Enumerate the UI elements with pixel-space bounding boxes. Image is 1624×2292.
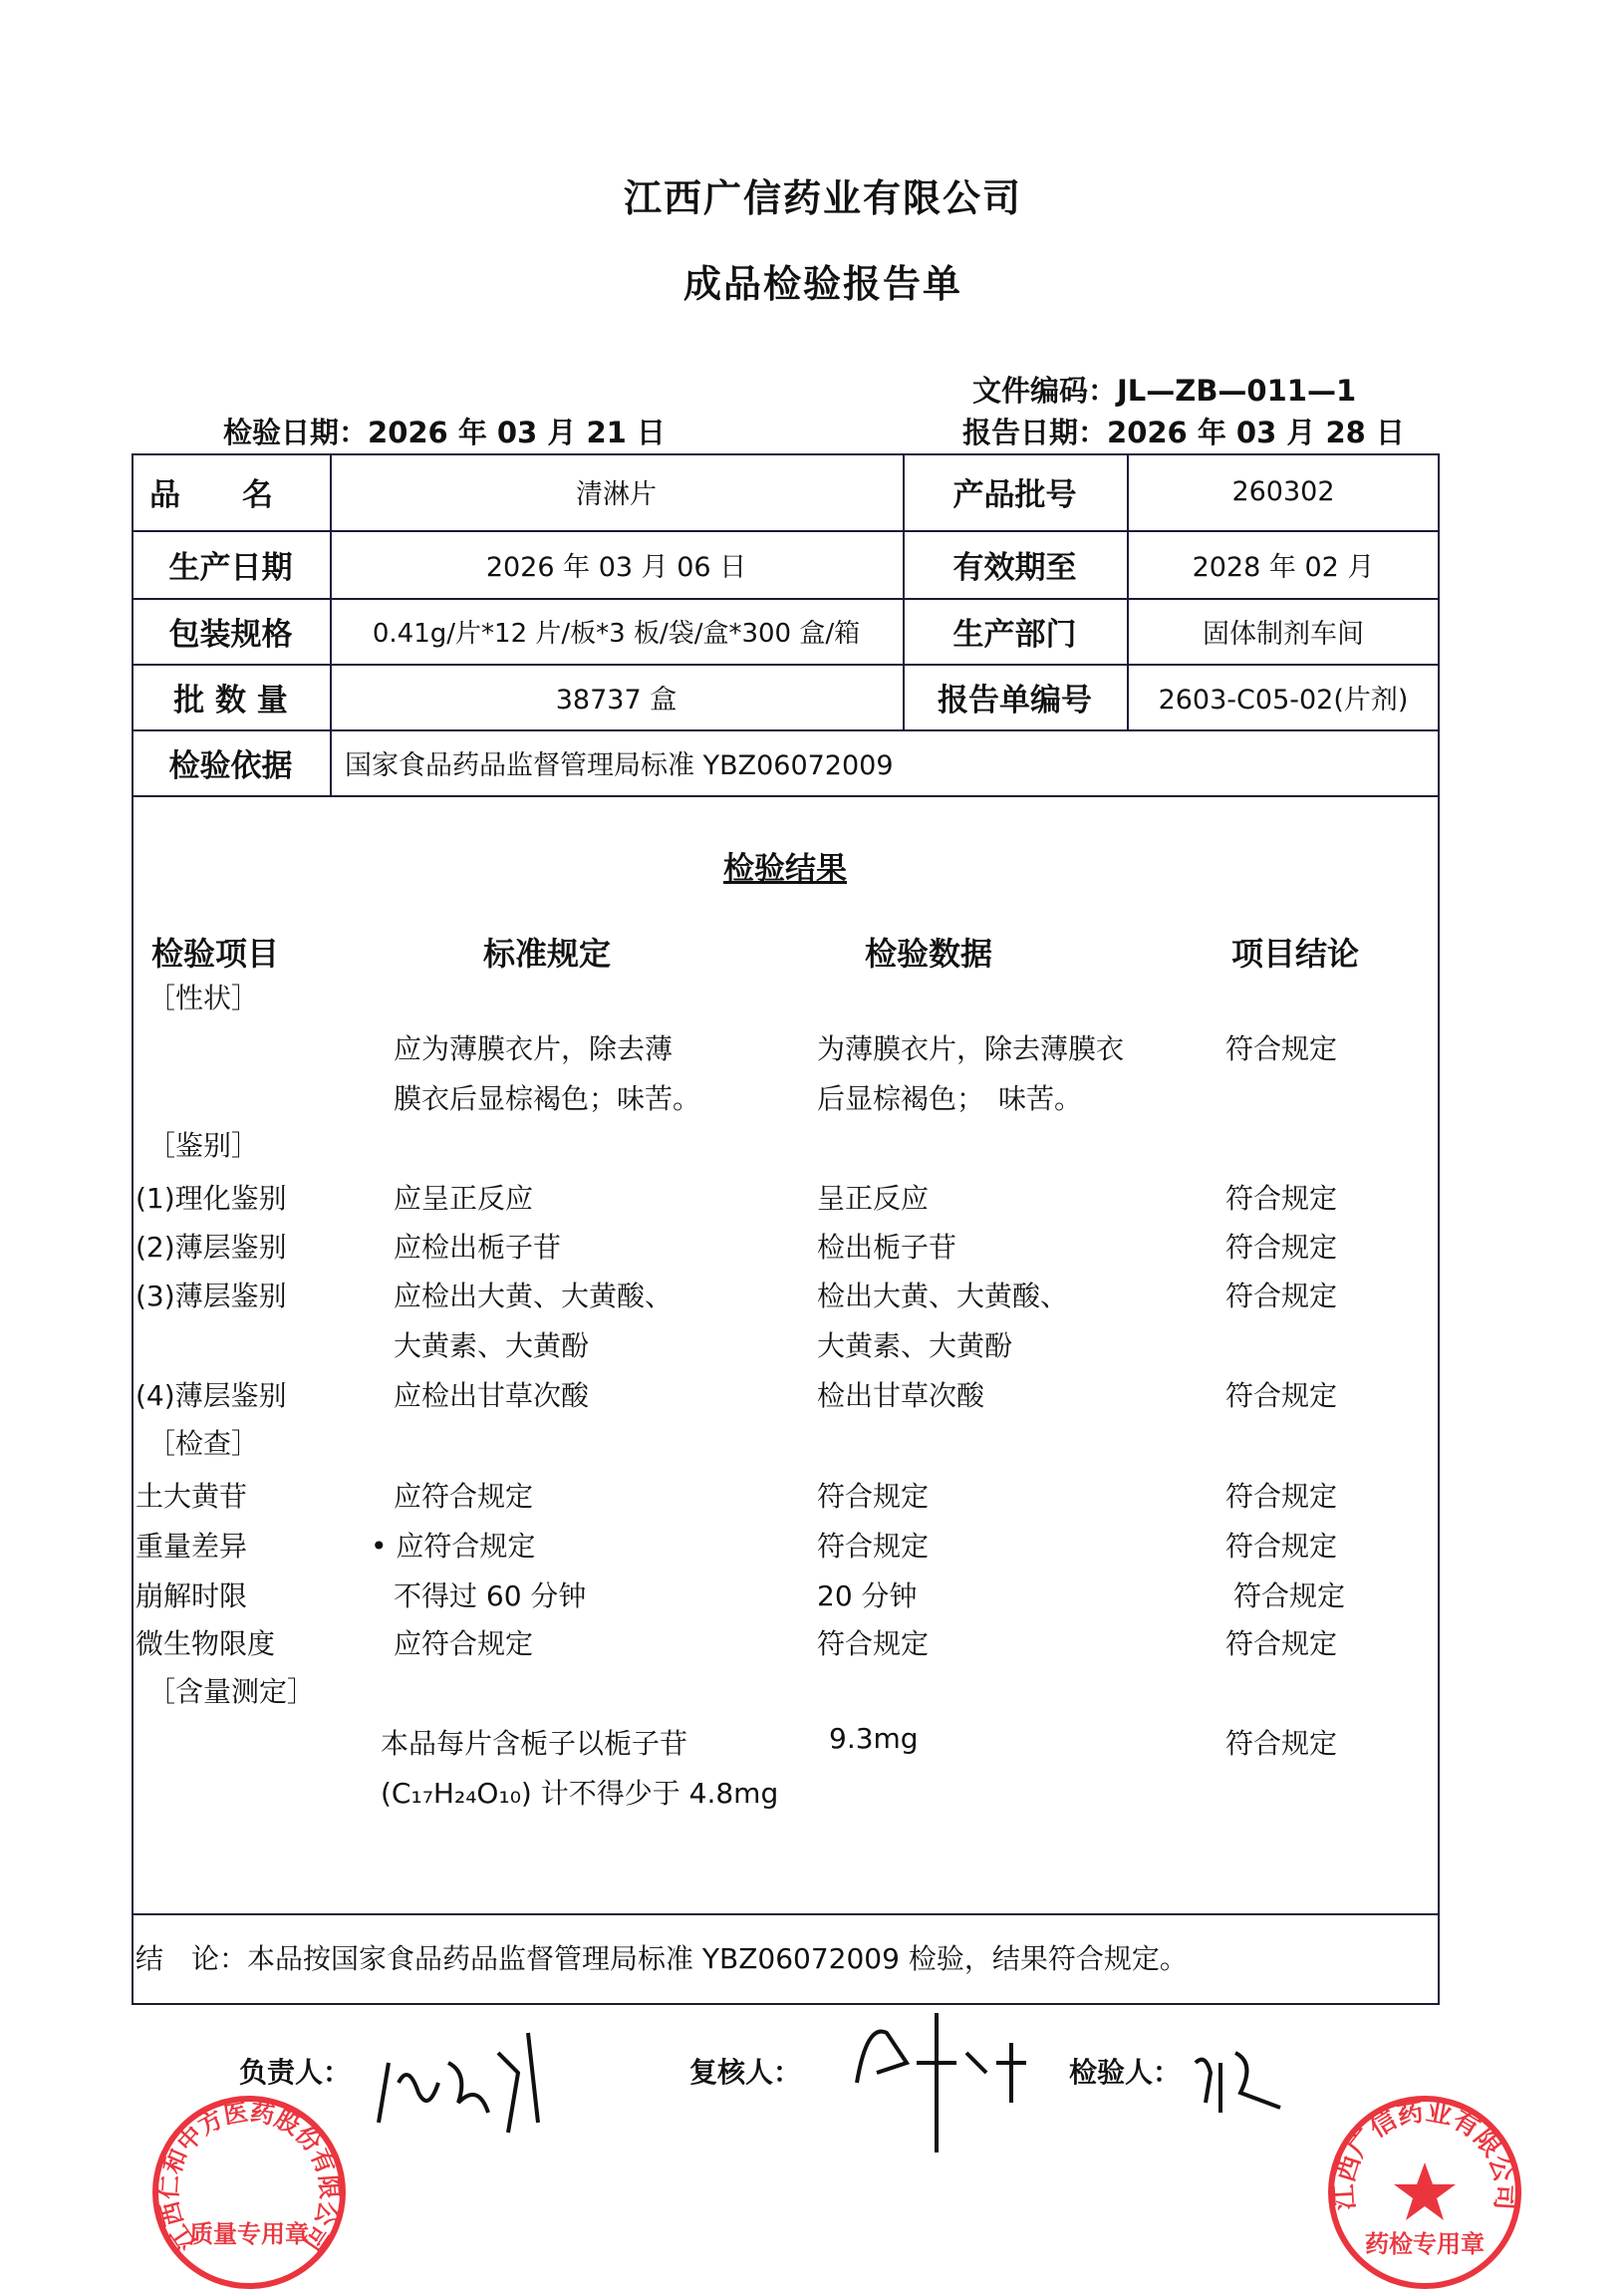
row-standard: 本品每片含栀子以栀子苷 (381, 1727, 688, 1760)
row-item: 微生物限度 (135, 1627, 276, 1660)
quality-stamp (149, 2093, 349, 2292)
batch-qty: 38737 盒 (555, 684, 677, 716)
row-standard: 不得过 60 分钟 (394, 1579, 587, 1612)
stamp-right-ring: 江西广信药业有限公司 (1329, 2097, 1520, 2211)
prod-date-label: 生产日期 (168, 549, 293, 586)
row-standard: 应符合规定 (394, 1480, 534, 1513)
row-data: 符合规定 (817, 1530, 930, 1563)
dept: 固体制剂车间 (1203, 618, 1364, 650)
row-result: 符合规定 (1225, 1480, 1338, 1513)
row-data: 后显棕褐色； 味苦。 (817, 1082, 1083, 1115)
qty-label: 批 数 量 (173, 682, 288, 718)
conclusion-text: 本品按国家食品药品监督管理局标准 YBZ06072009 检验，结果符合规定。 (247, 1942, 1188, 1975)
doc-code-label: 文件编码： (972, 374, 1118, 408)
row-standard: 大黄素、大黄酚 (394, 1329, 590, 1362)
row-data: 检出大黄、大黄酸、 (817, 1280, 1069, 1312)
row-standard: 应检出栀子苷 (394, 1231, 562, 1264)
report-no: 2603-C05-02(片剂) (1158, 684, 1409, 716)
row-result: 符合规定 (1225, 1530, 1338, 1563)
col-header-data: 检验数据 (865, 935, 993, 973)
basis-label: 检验依据 (168, 747, 293, 784)
report-date-label: 报告日期： (962, 416, 1108, 449)
row-item: (4)薄层鉴别 (135, 1379, 287, 1412)
row-data: 大黄素、大黄酚 (817, 1329, 1013, 1362)
stamp-left-ring: 江西仁和中方医药股份有限公司 (154, 2098, 344, 2256)
row-data: 20 分钟 (817, 1579, 918, 1612)
row-standard: 应符合规定 (394, 1627, 534, 1660)
pack-label: 包装规格 (168, 616, 293, 653)
batch-number: 260302 (1231, 476, 1335, 507)
row-item: (1)理化鉴别 (135, 1182, 287, 1215)
row-result: 符合规定 (1225, 1032, 1338, 1065)
row-standard: 应呈正反应 (394, 1182, 534, 1215)
divider (132, 795, 1440, 797)
product-name: 清淋片 (576, 479, 657, 510)
inspection-stamp (1325, 2093, 1524, 2292)
expiry-date: 2028 年 02 月 (1192, 551, 1375, 583)
responsible-signature (369, 2023, 568, 2143)
row-data: 符合规定 (817, 1627, 930, 1660)
row-item: 崩解时限 (135, 1579, 248, 1612)
row-data: 符合规定 (817, 1480, 930, 1513)
inspect-date (223, 411, 666, 451)
inspect-date-value: 2026 年 03 月 21 日 (368, 416, 666, 449)
basis: 国家食品药品监督管理局标准 YBZ06072009 (345, 749, 894, 781)
row-standard: 应检出甘草次酸 (394, 1379, 590, 1412)
row-result: 符合规定 (1233, 1579, 1346, 1612)
conclusion (135, 1937, 1188, 1977)
row-data: 9.3mg (829, 1722, 919, 1755)
batch-label: 产品批号 (952, 477, 1077, 513)
prod-date: 2026 年 03 月 06 日 (485, 551, 747, 583)
report-date-value: 2026 年 03 月 28 日 (1107, 416, 1405, 449)
row-standard: • 应符合规定 (371, 1530, 536, 1563)
row-item: ［检查］ (147, 1427, 260, 1460)
row-result: 符合规定 (1225, 1231, 1338, 1264)
row-item: ［性状］ (147, 982, 260, 1014)
row-result: 符合规定 (1225, 1727, 1338, 1760)
pack-spec: 0.41g/片*12 片/板*3 板/袋/盒*300 盒/箱 (372, 618, 861, 649)
row-result: 符合规定 (1225, 1627, 1338, 1660)
row-data: 为薄膜衣片，除去薄膜衣 (817, 1032, 1125, 1065)
doc-code-value: JL—ZB—011—1 (1117, 374, 1357, 408)
inspector-signature (1186, 2033, 1295, 2123)
results-title: 检验结果 (723, 851, 847, 887)
expiry-label: 有效期至 (952, 549, 1077, 586)
row-data: 检出甘草次酸 (817, 1379, 985, 1412)
row-item: (2)薄层鉴别 (135, 1231, 287, 1264)
row-item: 土大黄苷 (135, 1480, 248, 1513)
inspector-label: 检验人： (1069, 2056, 1182, 2089)
row-data: 检出栀子苷 (817, 1231, 957, 1264)
stamp-right-center: 药检专用章 (1365, 2230, 1485, 2258)
row-item: ［含量测定］ (147, 1675, 316, 1708)
row-data: 呈正反应 (817, 1182, 930, 1215)
doc-code (972, 369, 1356, 410)
report-no-label: 报告单编号 (938, 682, 1092, 718)
row-item: 重量差异 (135, 1530, 248, 1563)
reviewer-signature (847, 2003, 1046, 2162)
row-standard: 应检出大黄、大黄酸、 (394, 1280, 674, 1312)
report-date (962, 411, 1405, 451)
inspect-date-label: 检验日期： (223, 416, 369, 449)
dept-label: 生产部门 (952, 616, 1077, 653)
responsible-label: 负责人： (239, 2056, 352, 2089)
col-header-item: 检验项目 (151, 935, 280, 973)
conclusion-label: 结 论： (135, 1942, 248, 1975)
stamp-left-center: 质量专用章 (189, 2220, 309, 2248)
row-result: 符合规定 (1225, 1182, 1338, 1215)
row-result: 符合规定 (1225, 1280, 1338, 1312)
company-name: 江西广信药业有限公司 (623, 176, 1022, 220)
row-standard: 应为薄膜衣片，除去薄 (394, 1032, 674, 1065)
col-header-result: 项目结论 (1231, 935, 1360, 973)
star-icon (1394, 2162, 1456, 2220)
row-item: ［鉴别］ (147, 1129, 260, 1162)
product-name-label: 品 名 (149, 477, 273, 513)
row-standard: 膜衣后显棕褐色；味苦。 (394, 1082, 701, 1115)
reviewer-label: 复核人： (689, 2056, 802, 2089)
row-result: 符合规定 (1225, 1379, 1338, 1412)
row-standard: (C₁₇H₂₄O₁₀) 计不得少于 4.8mg (381, 1777, 779, 1810)
row-item: (3)薄层鉴别 (135, 1280, 287, 1312)
divider (132, 1913, 1440, 1915)
report-title: 成品检验报告单 (682, 262, 962, 306)
col-header-standard: 标准规定 (483, 935, 612, 973)
